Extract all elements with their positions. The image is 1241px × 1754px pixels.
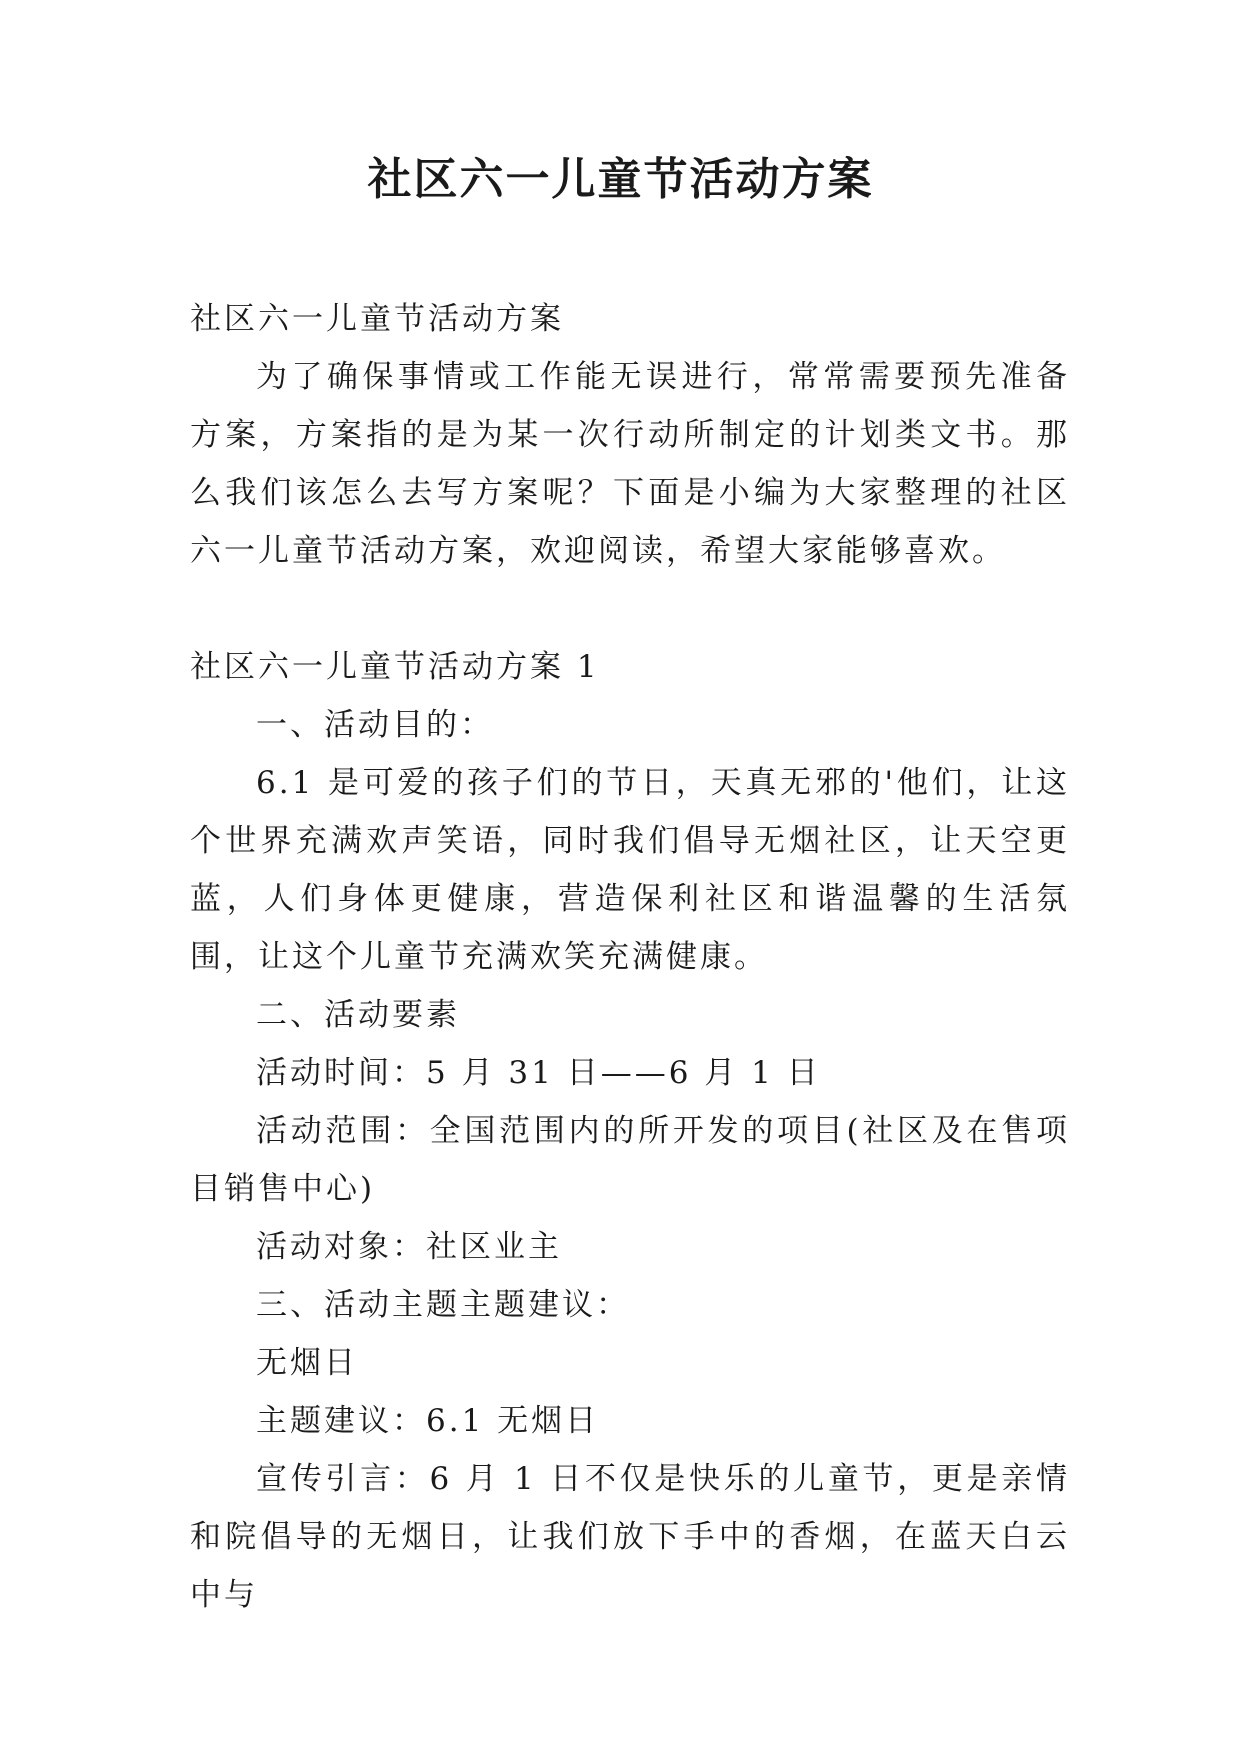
paragraph-spacer [190, 580, 1070, 638]
activity-scope: 活动范围：全国范围内的所开发的项目(社区及在售项目销售中心) [190, 1113, 1070, 1207]
section-heading: 社区六一儿童节活动方案 1 [190, 649, 600, 685]
heading-purpose: 一、活动目的： [256, 707, 494, 743]
purpose-paragraph: 6.1 是可爱的孩子们的节日，天真无邪的'他们，让这个世界充满欢声笑语，同时我们倡导无烟社区，让天空更蓝，人们身体更健康，营造保利社区和谐温馨的生活氛围，让这个儿童节充满欢笑充满健康。 [190, 765, 1070, 975]
activity-target: 活动对象：社区业主 [256, 1229, 562, 1265]
heading-elements: 二、活动要素 [256, 997, 460, 1033]
promo-slogan: 宣传引言：6 月 1 日不仅是快乐的儿童节，更是亲情和院倡导的无烟日，让我们放下手中的香烟，在蓝天白云中与 [190, 1461, 1070, 1613]
subtitle-line: 社区六一儿童节活动方案 [190, 301, 564, 337]
intro-paragraph: 为了确保事情或工作能无误进行，常常需要预先准备方案，方案指的是为某一次行动所制定的计划类文书。那么我们该怎么去写方案呢？下面是小编为大家整理的社区六一儿童节活动方案，欢迎阅读，希望大家能够喜欢。 [190, 359, 1070, 569]
heading-theme: 三、活动主题主题建议： [256, 1287, 630, 1323]
theme-name: 无烟日 [256, 1345, 358, 1381]
document-title: 社区六一儿童节活动方案 [367, 154, 874, 205]
activity-time: 活动时间：5 月 31 日——6 月 1 日 [256, 1055, 821, 1091]
theme-suggestion: 主题建议：6.1 无烟日 [256, 1403, 600, 1439]
document-body [190, 290, 1070, 1624]
